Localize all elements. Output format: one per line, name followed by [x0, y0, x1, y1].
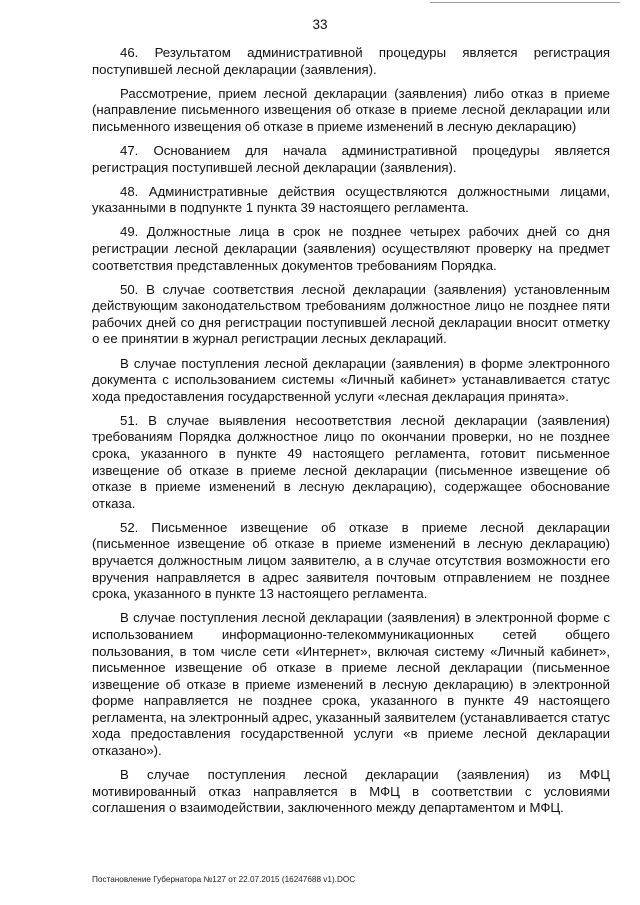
- paragraph-52: 52. Письменное извещение об отказе в приеме лесной декларации (письменное извещение об отказе в приеме изменений в лесную декларацию) вручается должностным лицом заявителю, а в случае отсутствия возможности его вручения направляется в адрес заявителя почтовым отправлением не позднее срока, указанного в пункте 13 настоящего регламента.: [92, 519, 610, 602]
- paragraph-48: 48. Административные действия осуществляются должностными лицами, указанными в подпункте 1 пункта 39 настоящего регламента.: [92, 183, 610, 216]
- body-text: [92, 45, 610, 824]
- paragraph-52-electronic: В случае поступления лесной декларации (заявления) в электронной форме с использованием информационно-телекоммуникационных сетей общего пользования, в том числе сети «Интернет», включая систему «Личный кабинет», письменное извещение об отказе в приеме лесной декларации (письменное извещение об отказе в приеме изменений в лесную декларацию) в электронной форме направляется не позднее срока, указанного в пункте 49 настоящего регламента, на электронный адрес, указанный заявителем (устанавливается статус хода предоставления государственной услуги «в приеме лесной декларации отказано»).: [92, 610, 610, 759]
- top-rule: [430, 2, 620, 3]
- page-number: 33: [312, 17, 328, 32]
- paragraph-review-heading: Рассмотрение, прием лесной декларации (заявления) либо отказ в приеме (направление письменного извещения об отказе в приеме лесной декларации или письменного извещения об отказе в приеме изменений в лесную декларацию): [92, 85, 610, 134]
- paragraph-52-mfc: В случае поступления лесной декларации (заявления) из МФЦ мотивированный отказ направляется в МФЦ в соответствии с условиями соглашения о взаимодействии, заключенного между департаментом и МФЦ.: [92, 767, 610, 816]
- paragraph-50: 50. В случае соответствия лесной декларации (заявления) установленным действующим законодательством требованиям должностное лицо не позднее пяти рабочих дней со дня регистрации поступившей лесной декларации вносит отметку о ее принятии в журнал регистрации лесных деклараций.: [92, 281, 610, 347]
- document-footer: Постановление Губернатора №127 от 22.07.2015 (16247688 v1).DOC: [92, 875, 356, 884]
- paragraph-49: 49. Должностные лица в срок не позднее четырех рабочих дней со дня регистрации лесной декларации (заявления) осуществляют проверку на предмет соответствия представленных документов требованиям Порядка.: [92, 224, 610, 273]
- paragraph-51: 51. В случае выявления несоответствия лесной декларации (заявления) требованиям Порядка должностное лицо по окончании проверки, но не позднее срока, указанного в пункте 49 настоящего регламента, готовит письменное извещение об отказе в приеме лесной декларации (письменное извещение об отказе в приеме изменений в лесную декларацию), содержащее обоснование отказа.: [92, 412, 610, 511]
- paragraph-47: 47. Основанием для начала административной процедуры является регистрация поступившей лесной декларации (заявления).: [92, 142, 610, 175]
- paragraph-50-electronic: В случае поступления лесной декларации (заявления) в форме электронного документа с использованием системы «Личный кабинет» устанавливается статус хода предоставления государственной услуги «лесная декларация принята».: [92, 355, 610, 404]
- paragraph-46: 46. Результатом административной процедуры является регистрация поступившей лесной декларации (заявления).: [92, 45, 610, 77]
